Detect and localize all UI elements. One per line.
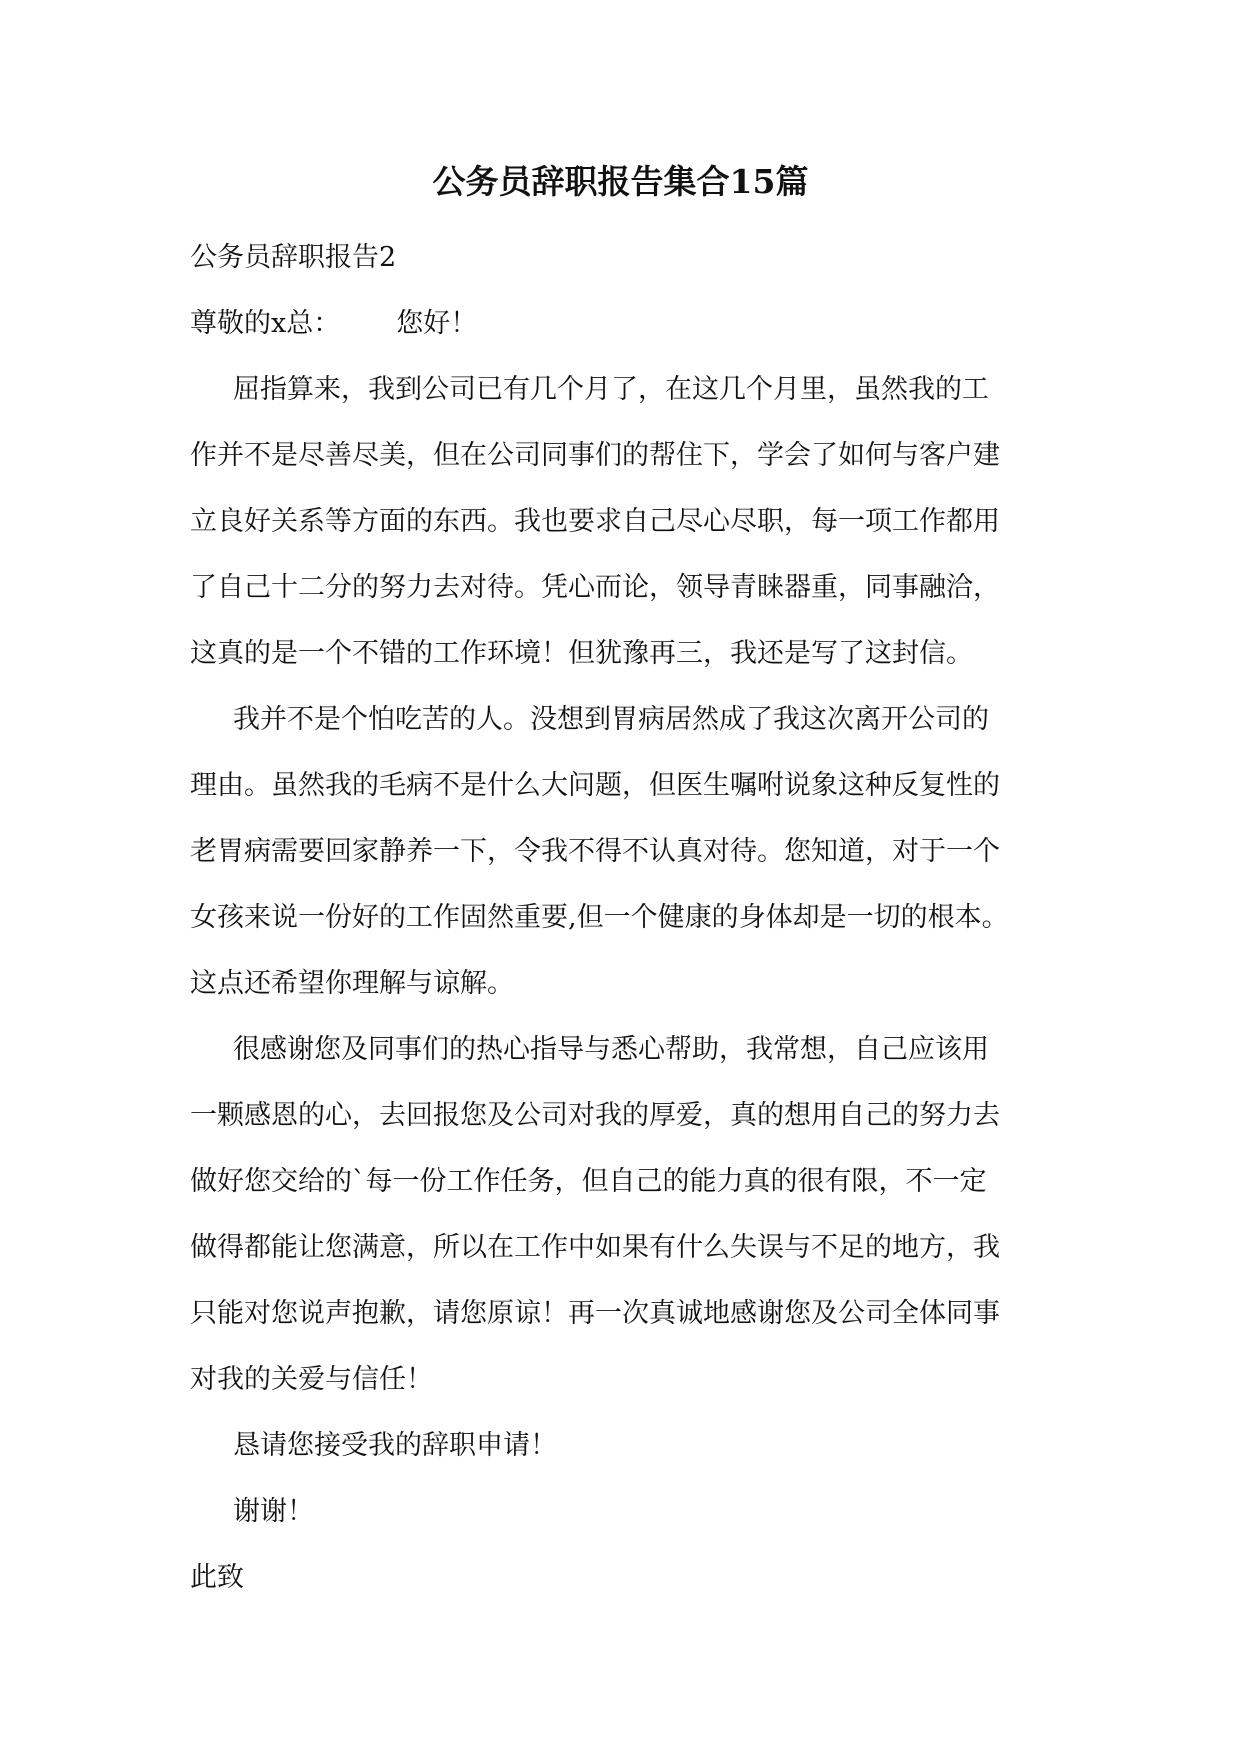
paragraph-line: 女孩来说一份好的工作固然重要,但一个健康的身体却是一切的根本。 — [190, 902, 1009, 933]
paragraph-line: 很感谢您及同事们的热心指导与悉心帮助，我常想，自己应该用 — [233, 1034, 989, 1065]
paragraph-line: 理由。虽然我的毛病不是什么大问题，但医生嘱咐说象这种反复性的 — [190, 770, 1000, 801]
document-title: 公务员辞职报告集合15篇 — [432, 162, 809, 201]
paragraph-line: 立良好关系等方面的东西。我也要求自己尽心尽职，每一项工作都用 — [190, 506, 1000, 537]
paragraph-line: 屈指算来，我到公司已有几个月了，在这几个月里，虽然我的工 — [233, 374, 989, 405]
paragraph-line: 对我的关爱与信任！ — [190, 1364, 433, 1395]
paragraph-line: 我并不是个怕吃苦的人。没想到胃病居然成了我这次离开公司的 — [233, 704, 989, 735]
paragraph-2 — [190, 687, 1070, 1017]
document-body — [190, 225, 1070, 1611]
greeting: 您好！ — [396, 308, 478, 339]
paragraph-line: 做得都能让您满意，所以在工作中如果有什么失误与不足的地方，我 — [190, 1232, 1000, 1263]
paragraph-line: 老胃病需要回家静养一下，令我不得不认真对待。您知道，对于一个 — [190, 836, 1000, 867]
paragraph-line: 这点还希望你理解与谅解。 — [190, 968, 514, 999]
paragraph-line: 作并不是尽善尽美，但在公司同事们的帮住下，学会了如何与客户建 — [190, 440, 1000, 471]
subtitle: 公务员辞职报告2 — [190, 242, 397, 273]
paragraph-line: 一颗感恩的心，去回报您及公司对我的厚爱，真的想用自己的努力去 — [190, 1100, 1000, 1131]
salutation-line — [190, 291, 1070, 357]
closing-thanks: 谢谢！ — [233, 1496, 314, 1527]
closing-request: 恳请您接受我的辞职申请！ — [233, 1430, 557, 1461]
paragraph-line: 只能对您说声抱歉，请您原谅！再一次真诚地感谢您及公司全体同事 — [190, 1298, 1000, 1329]
salutation: 尊敬的x总： — [190, 308, 341, 339]
closing-regards: 此致 — [190, 1562, 244, 1593]
paragraph-line: 了自己十二分的努力去对待。凭心而论，领导青睐器重，同事融洽， — [190, 572, 1000, 603]
paragraph-line: 做好您交给的`每一份工作任务，但自己的能力真的很有限，不一定 — [190, 1166, 987, 1197]
paragraph-line: 这真的是一个不错的工作环境！但犹豫再三，我还是写了这封信。 — [190, 638, 973, 669]
paragraph-3 — [190, 1017, 1070, 1413]
paragraph-1 — [190, 357, 1070, 687]
